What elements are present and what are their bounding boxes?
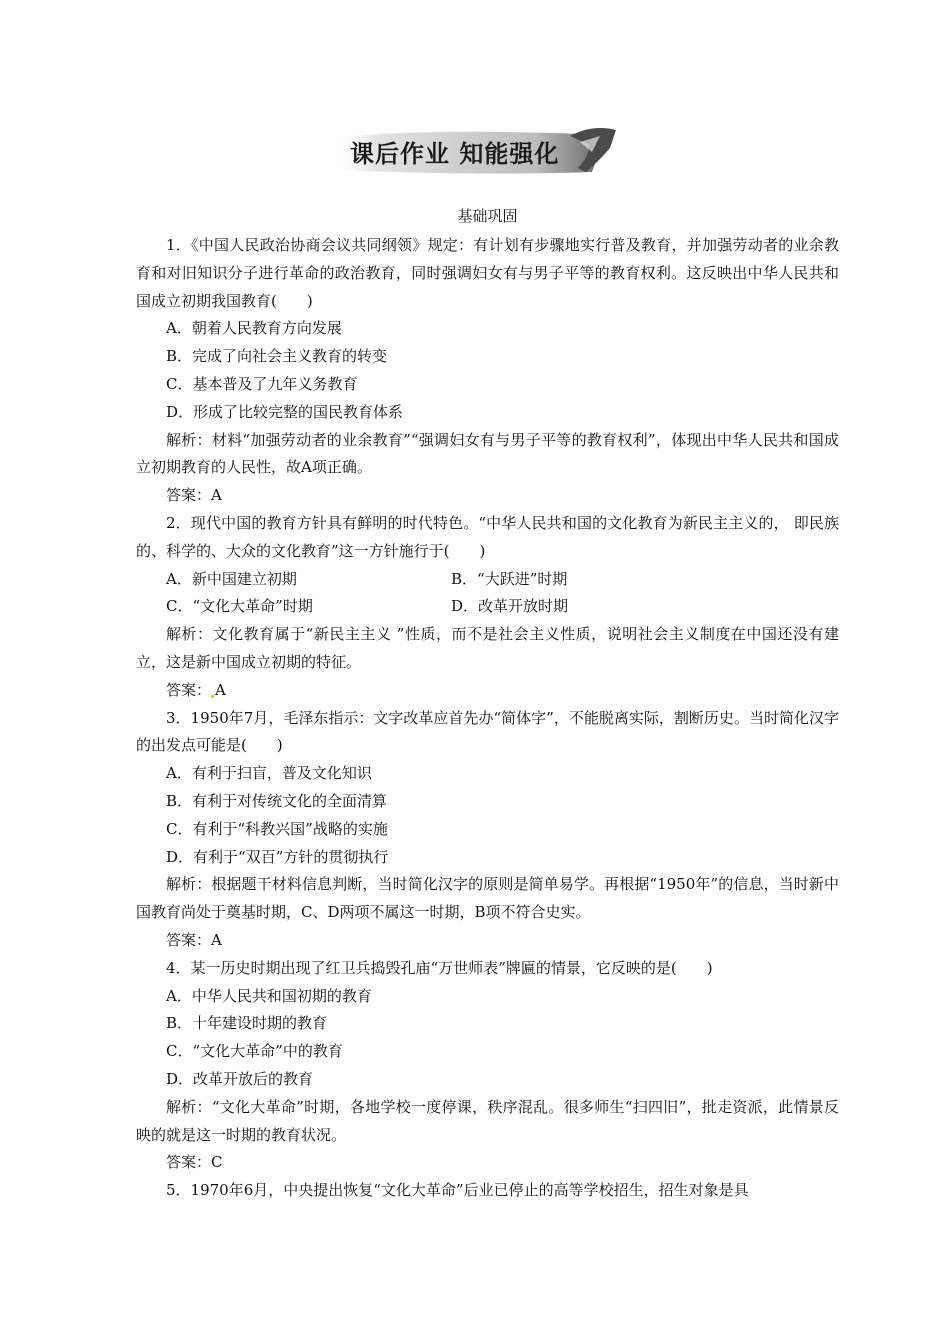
question-2-options-row-1 [136,566,839,594]
question-3-option-d: D．有利于“双百”方针的贯彻执行 [166,847,389,866]
question-3-stem: 3．1950年7月，毛泽东指示：文字改革应首先办“简体字”，不能脱离实际，割断历史。当时简化汉字的出发点可能是( ) [136,708,839,755]
question-2-answer-label: 答案： [166,680,212,699]
question-2-option-c: C．“文化大革命”时期 [166,597,313,616]
question-1-option-c: C．基本普及了九年义务教育 [166,374,358,393]
question-2-option-d: D．改革开放时期 [451,597,569,616]
question-5-stem: 5．1970年6月，中央提出恢复“文化大革命”后业已停止的高等学校招生，招生对象是具 [166,1181,749,1200]
question-1-analysis: 解析：材料“加强劳动者的业余教育”“强调妇女有与男子平等的教育权利”，体现出中华人民共和国成立初期教育的人民性，故A项正确。 [136,430,839,477]
question-2-option-b: B．“大跃进”时期 [451,569,568,588]
question-1-option-a: A．朝着人民教育方向发展 [166,319,342,338]
question-3-answer: 答案：A [166,930,222,949]
question-2-options-row-2 [136,593,839,621]
question-4-stem: 4．某一历史时期出现了红卫兵捣毁孔庙“万世师表”牌匾的情景，它反映的是( ) [166,958,713,977]
banner-title: 课后作业 知能强化 [350,140,560,168]
section-heading: 基础巩固 [457,207,518,225]
exercise-content [136,203,839,1205]
question-3-option-c: C．有利于“科教兴国”战略的实施 [166,819,388,838]
question-2-stem: 2．现代中国的教育方针具有鲜明的时代特色。“中华人民共和国的文化教育为新民主主义的， 即民族的、科学的、大众的文化教育”这一方针施行于( ) [136,513,839,560]
question-2-analysis: 解析：文化教育属于“新民主主义 ”性质，而不是社会主义性质，说明社会主义制度在中国还没有建立，这是新中国成立初期的特征。 [136,625,839,671]
question-1-option-b: B．完成了向社会主义教育的转变 [166,347,388,366]
highlight-dot [211,695,214,698]
title-banner [330,122,625,180]
question-4-analysis: 解析：“文化大革命”时期，各地学校一度停课，秩序混乱。很多师生“扫四旧”，批走资派，此情景反映的就是这一时期的教育状况。 [136,1097,839,1144]
question-2-answer-value: A [215,680,226,699]
question-2-option-a: A．新中国建立初期 [166,569,297,588]
question-3-option-a: A．有利于扫盲，普及文化知识 [166,764,372,783]
question-4-option-b: B．十年建设时期的教育 [166,1014,328,1033]
question-2-answer [136,677,839,705]
question-1-answer: 答案：A [166,486,222,505]
question-3-analysis: 解析：根据题干材料信息判断，当时简化汉字的原则是简单易学。再根据“1950年”的信息，当时新中国教育尚处于奠基时期，C、D两项不属这一时期，B项不符合史实。 [136,875,839,922]
question-4-option-c: C．“文化大革命”中的教育 [166,1042,343,1061]
question-1-stem: 1．《中国人民政治协商会议共同纲领》规定：有计划有步骤地实行普及教育，并加强劳动者的业余教育和对旧知识分子进行革命的政治教育，同时强调妇女有与男子平等的教育权利。这反映出中华人民共和国成立初期我国教育( ) [136,236,839,310]
question-1-option-d: D．形成了比较完整的国民教育体系 [166,402,404,421]
question-4-option-a: A．中华人民共和国初期的教育 [166,986,372,1005]
question-4-option-d: D．改革开放后的教育 [166,1069,314,1088]
question-4-answer: 答案：C [166,1153,223,1172]
question-3-option-b: B．有利于对传统文化的全面清算 [166,791,388,810]
